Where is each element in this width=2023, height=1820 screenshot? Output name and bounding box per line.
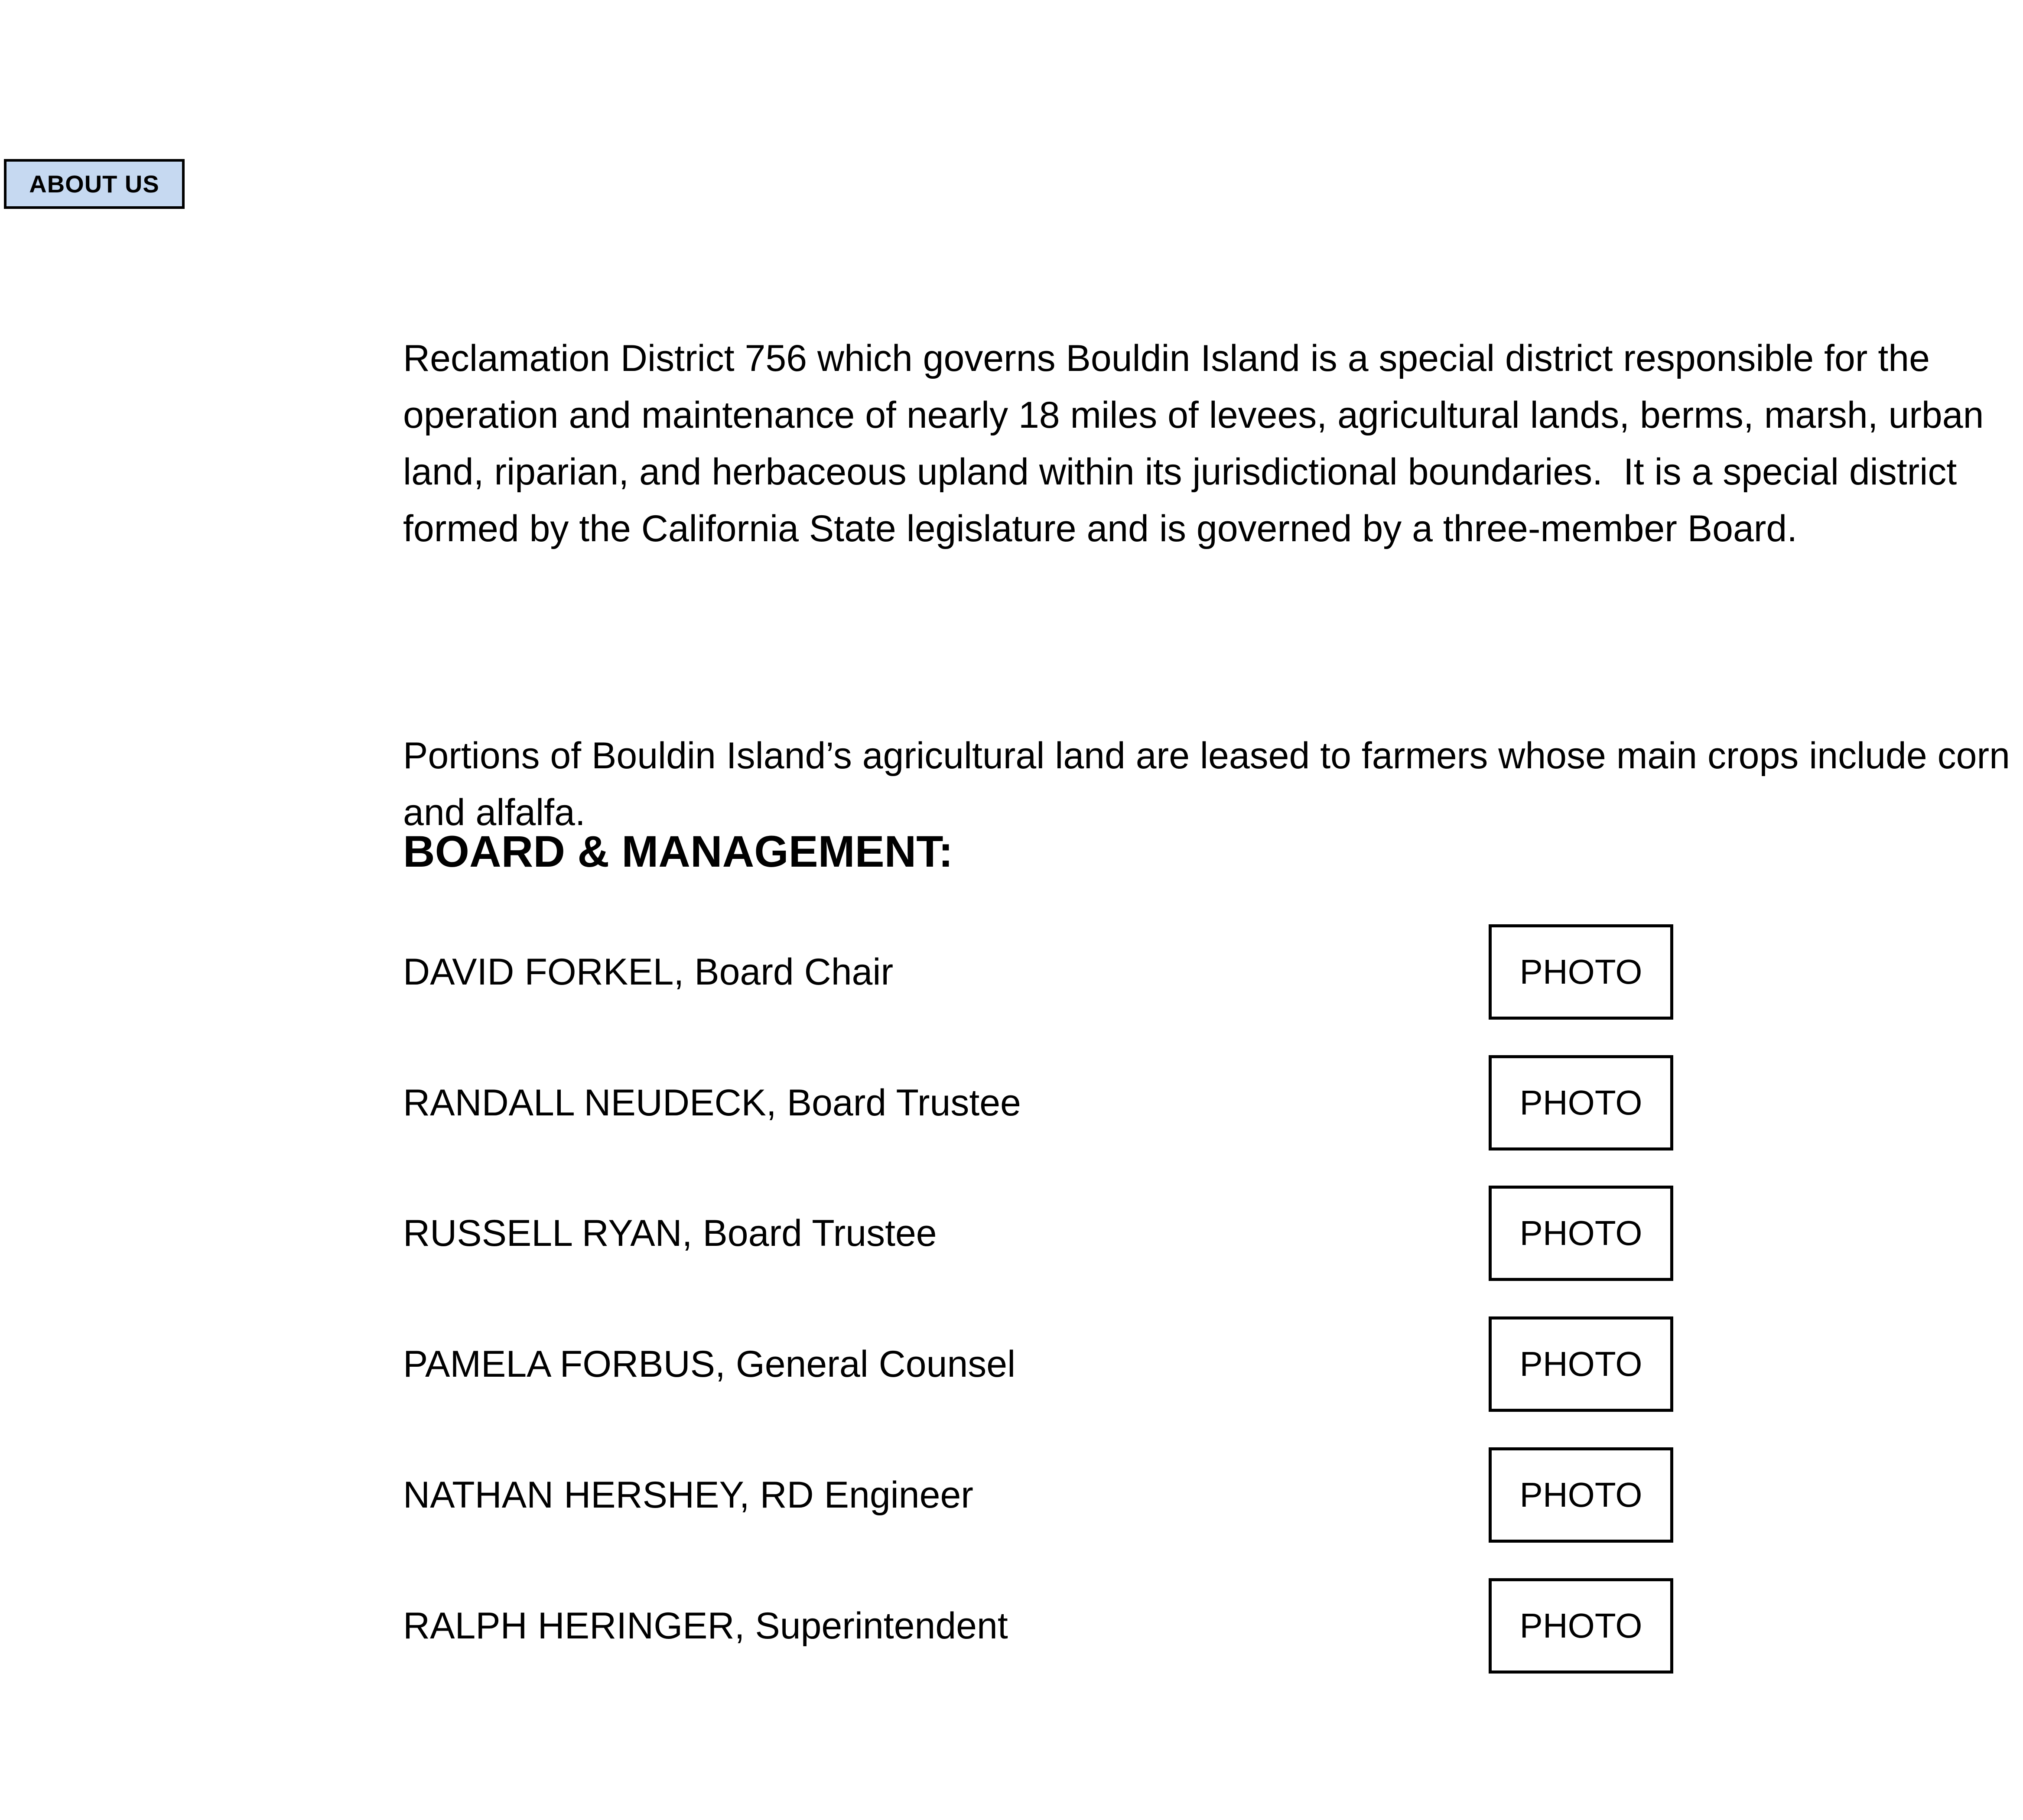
board-member-name: RANDALL NEUDECK, Board Trustee bbox=[403, 1082, 1021, 1124]
board-member-row bbox=[0, 1316, 2023, 1412]
intro-paragraph-1: Reclamation District 756 which governs Bouldin Island is a special district responsible for the operation and maintenance of nearly 18 miles of levees, agricultural lands, berms, marsh, urban land, riparian, and herbaceous upland within its jurisdictional boundaries. It is a special district formed by the California State legislature and is governed by a three-member Board. bbox=[403, 338, 1994, 549]
photo-placeholder: PHOTO bbox=[1489, 1447, 1673, 1543]
board-member-name: RUSSELL RYAN, Board Trustee bbox=[403, 1212, 937, 1254]
board-member-row bbox=[0, 1055, 2023, 1150]
intro-paragraph-2: Portions of Bouldin Island’s agricultural land are leased to farmers whose main crops include corn and alfalfa. bbox=[403, 735, 2020, 833]
board-member-row bbox=[0, 1447, 2023, 1543]
board-member-row bbox=[0, 1186, 2023, 1281]
photo-placeholder: PHOTO bbox=[1489, 1186, 1673, 1281]
photo-placeholder: PHOTO bbox=[1489, 1316, 1673, 1412]
photo-placeholder: PHOTO bbox=[1489, 1055, 1673, 1150]
board-member-row bbox=[0, 924, 2023, 1020]
board-member-name: RALPH HERINGER, Superintendent bbox=[403, 1605, 1008, 1647]
board-heading: BOARD & MANAGEMENT: bbox=[403, 827, 953, 876]
board-member-name: NATHAN HERSHEY, RD Engineer bbox=[403, 1474, 973, 1516]
board-member-row bbox=[0, 1578, 2023, 1674]
about-us-tab[interactable]: ABOUT US bbox=[4, 159, 185, 209]
board-member-name: DAVID FORKEL, Board Chair bbox=[403, 951, 894, 993]
intro-section bbox=[403, 217, 2020, 898]
board-member-name: PAMELA FORBUS, General Counsel bbox=[403, 1343, 1016, 1385]
photo-placeholder: PHOTO bbox=[1489, 924, 1673, 1020]
photo-placeholder: PHOTO bbox=[1489, 1578, 1673, 1674]
